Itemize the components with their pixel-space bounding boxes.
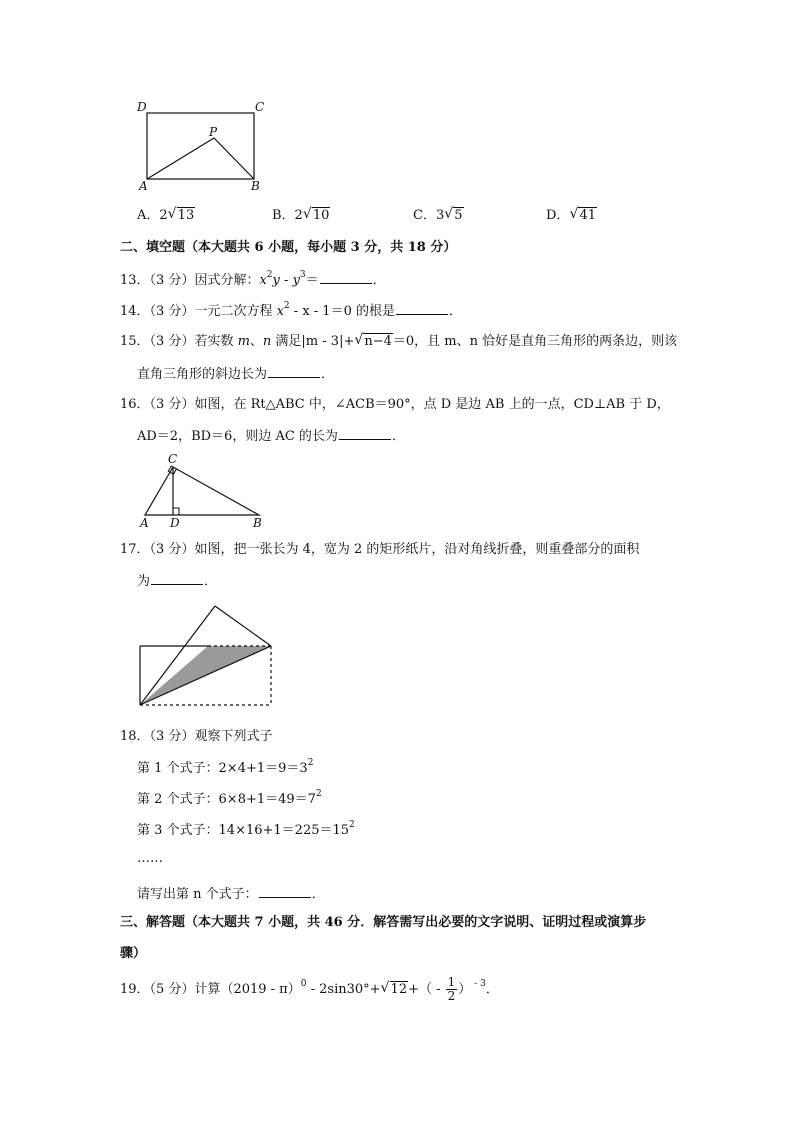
segments-ap-pb bbox=[147, 138, 254, 179]
q18-row-2-exp: 2 bbox=[315, 789, 322, 799]
option-a-label: A．2 bbox=[137, 208, 168, 223]
question-18-head: 18．（3 分）观察下列式子 bbox=[120, 729, 273, 744]
sqrt-41: √ 41 bbox=[569, 206, 596, 223]
option-b[interactable] bbox=[272, 207, 330, 225]
q14-rest: - x - 1＝0 的根是 bbox=[289, 304, 395, 319]
q13-answer-blank[interactable] bbox=[320, 271, 372, 284]
q15-mid: 满足|m - 3|+ bbox=[271, 334, 355, 349]
section-3-heading-line2: 骤） bbox=[120, 946, 147, 961]
q18-answer-blank[interactable] bbox=[259, 885, 311, 898]
q17-line2: 为 bbox=[137, 574, 151, 589]
question-13: 13．（3 分）因式分解：$x^2y - y^3=$ ． bbox=[120, 270, 386, 288]
q15-line2: 直角三角形的斜边长为 bbox=[137, 367, 268, 382]
label-b: B bbox=[253, 516, 262, 530]
q15-tail: ． bbox=[321, 367, 335, 382]
q13-tail: ． bbox=[372, 273, 386, 288]
sqrt-10: √ 10 bbox=[302, 206, 330, 223]
label-c: C bbox=[168, 452, 178, 466]
option-a[interactable] bbox=[137, 207, 195, 225]
q18-row-1 bbox=[137, 760, 313, 778]
q14-var-x: x bbox=[276, 304, 284, 319]
q19-close: ） bbox=[458, 982, 472, 997]
label-c: C bbox=[255, 100, 265, 114]
fraction-one-half: $\frac{1}{2}$ bbox=[447, 975, 456, 1003]
question-16-line1: 16．（3 分）如图，在 Rt△ABC 中，∠ACB＝90°，点 D 是边 AB 上的一点，CD⊥AB 于 D， bbox=[120, 397, 670, 412]
q15-rest: ＝0，且 m、n 恰好是直角三角形的两条边，则该 bbox=[392, 334, 678, 349]
q19-exp: - 3 bbox=[471, 979, 486, 989]
q17-answer-blank[interactable] bbox=[151, 572, 203, 585]
q19-plus: +（ - bbox=[408, 982, 445, 997]
figure-folded-rectangle bbox=[130, 597, 280, 712]
q16-line2: AD＝2，BD＝6，则边 AC 的长为 bbox=[137, 429, 338, 444]
q19-head: 19．（5 分）计算（2019 - π） bbox=[120, 982, 301, 997]
q17-tail: ． bbox=[204, 574, 218, 589]
label-p: P bbox=[209, 125, 218, 139]
figure-right-triangle bbox=[132, 450, 272, 530]
option-c[interactable] bbox=[413, 207, 464, 225]
sqrt-5: √ 5 bbox=[444, 206, 463, 223]
sqrt-n-minus-4: √ n−4 bbox=[354, 332, 392, 349]
question-16-line2 bbox=[137, 427, 405, 446]
question-17-line2 bbox=[137, 572, 217, 591]
triangle-abc bbox=[145, 467, 259, 515]
label-a: A bbox=[140, 516, 149, 530]
label-a: A bbox=[139, 179, 148, 193]
q18-row-3-exp: 2 bbox=[349, 820, 355, 830]
question-17-line1: 17．（3 分）如图，把一张长为 4，宽为 2 的矩形纸片，沿对角线折叠，则重叠部分的面积 bbox=[120, 542, 640, 557]
q18-tail: ． bbox=[311, 887, 325, 902]
option-d[interactable] bbox=[546, 207, 597, 225]
q19-mid: - 2sin30°+ bbox=[306, 982, 381, 997]
q14-answer-blank[interactable] bbox=[396, 302, 448, 315]
q18-row-3 bbox=[137, 822, 355, 840]
sqrt-12: √ 12 bbox=[380, 980, 408, 997]
q15-head: 15．（3 分）若实数 bbox=[120, 334, 238, 349]
q18-row-1-text: 第 1 个式子：2×4+1＝9＝3 bbox=[137, 761, 308, 776]
q18-row-2-text: 第 2 个式子：6×8+1＝49＝7 bbox=[137, 792, 316, 807]
q18-row-3-text: 第 3 个式子：14×16+1＝225＝15 bbox=[137, 823, 350, 838]
option-c-label: C．3 bbox=[413, 208, 445, 223]
q19-tail: ． bbox=[485, 982, 499, 997]
section-3-heading-line1: 三、解答题（本大题共 7 小题，共 46 分．解答需写出必要的文字说明、证明过程或演算步 bbox=[120, 915, 647, 930]
question-19 bbox=[120, 976, 499, 1003]
q19-exp0: 0 bbox=[300, 979, 307, 989]
q14-tail: ． bbox=[448, 304, 462, 319]
question-15-line2 bbox=[137, 365, 334, 384]
question-15-line1: 15．（3 分）若实数 m、n 满足|m - 3|+ √ n−4＝0，且 m、n 恰好是直角三角形的两条边，则该 bbox=[120, 332, 678, 349]
q16-answer-blank[interactable] bbox=[339, 427, 391, 440]
q13-head: 13．（3 分）因式分解： bbox=[120, 273, 260, 288]
sqrt-13: √ 13 bbox=[167, 206, 195, 223]
q16-tail: ． bbox=[391, 429, 405, 444]
figure-rectangle-abcd bbox=[130, 95, 280, 195]
q18-ask-text: 请写出第 n 个式子： bbox=[137, 887, 258, 902]
label-d: D bbox=[137, 100, 147, 114]
q15-answer-blank[interactable] bbox=[268, 365, 320, 378]
q18-row-2 bbox=[137, 791, 322, 809]
option-d-label: D． bbox=[546, 208, 570, 223]
question-14: 14．（3 分）一元二次方程 $x^2 - x - 1=0$ 的根是 ． bbox=[120, 301, 462, 319]
right-angle-mark-d bbox=[173, 508, 179, 515]
label-b: B bbox=[251, 179, 260, 193]
folded-edge-right bbox=[215, 606, 271, 646]
q18-ellipsis: …… bbox=[137, 851, 163, 866]
label-d: D bbox=[170, 516, 180, 530]
q14-head: 14．（3 分）一元二次方程 bbox=[120, 304, 277, 319]
option-b-label: B．2 bbox=[272, 208, 303, 223]
section-2-heading: 二、填空题（本大题共 6 小题，每小题 3 分，共 18 分） bbox=[120, 240, 457, 255]
q18-ask bbox=[137, 885, 325, 904]
q18-row-1-exp: 2 bbox=[307, 758, 314, 768]
